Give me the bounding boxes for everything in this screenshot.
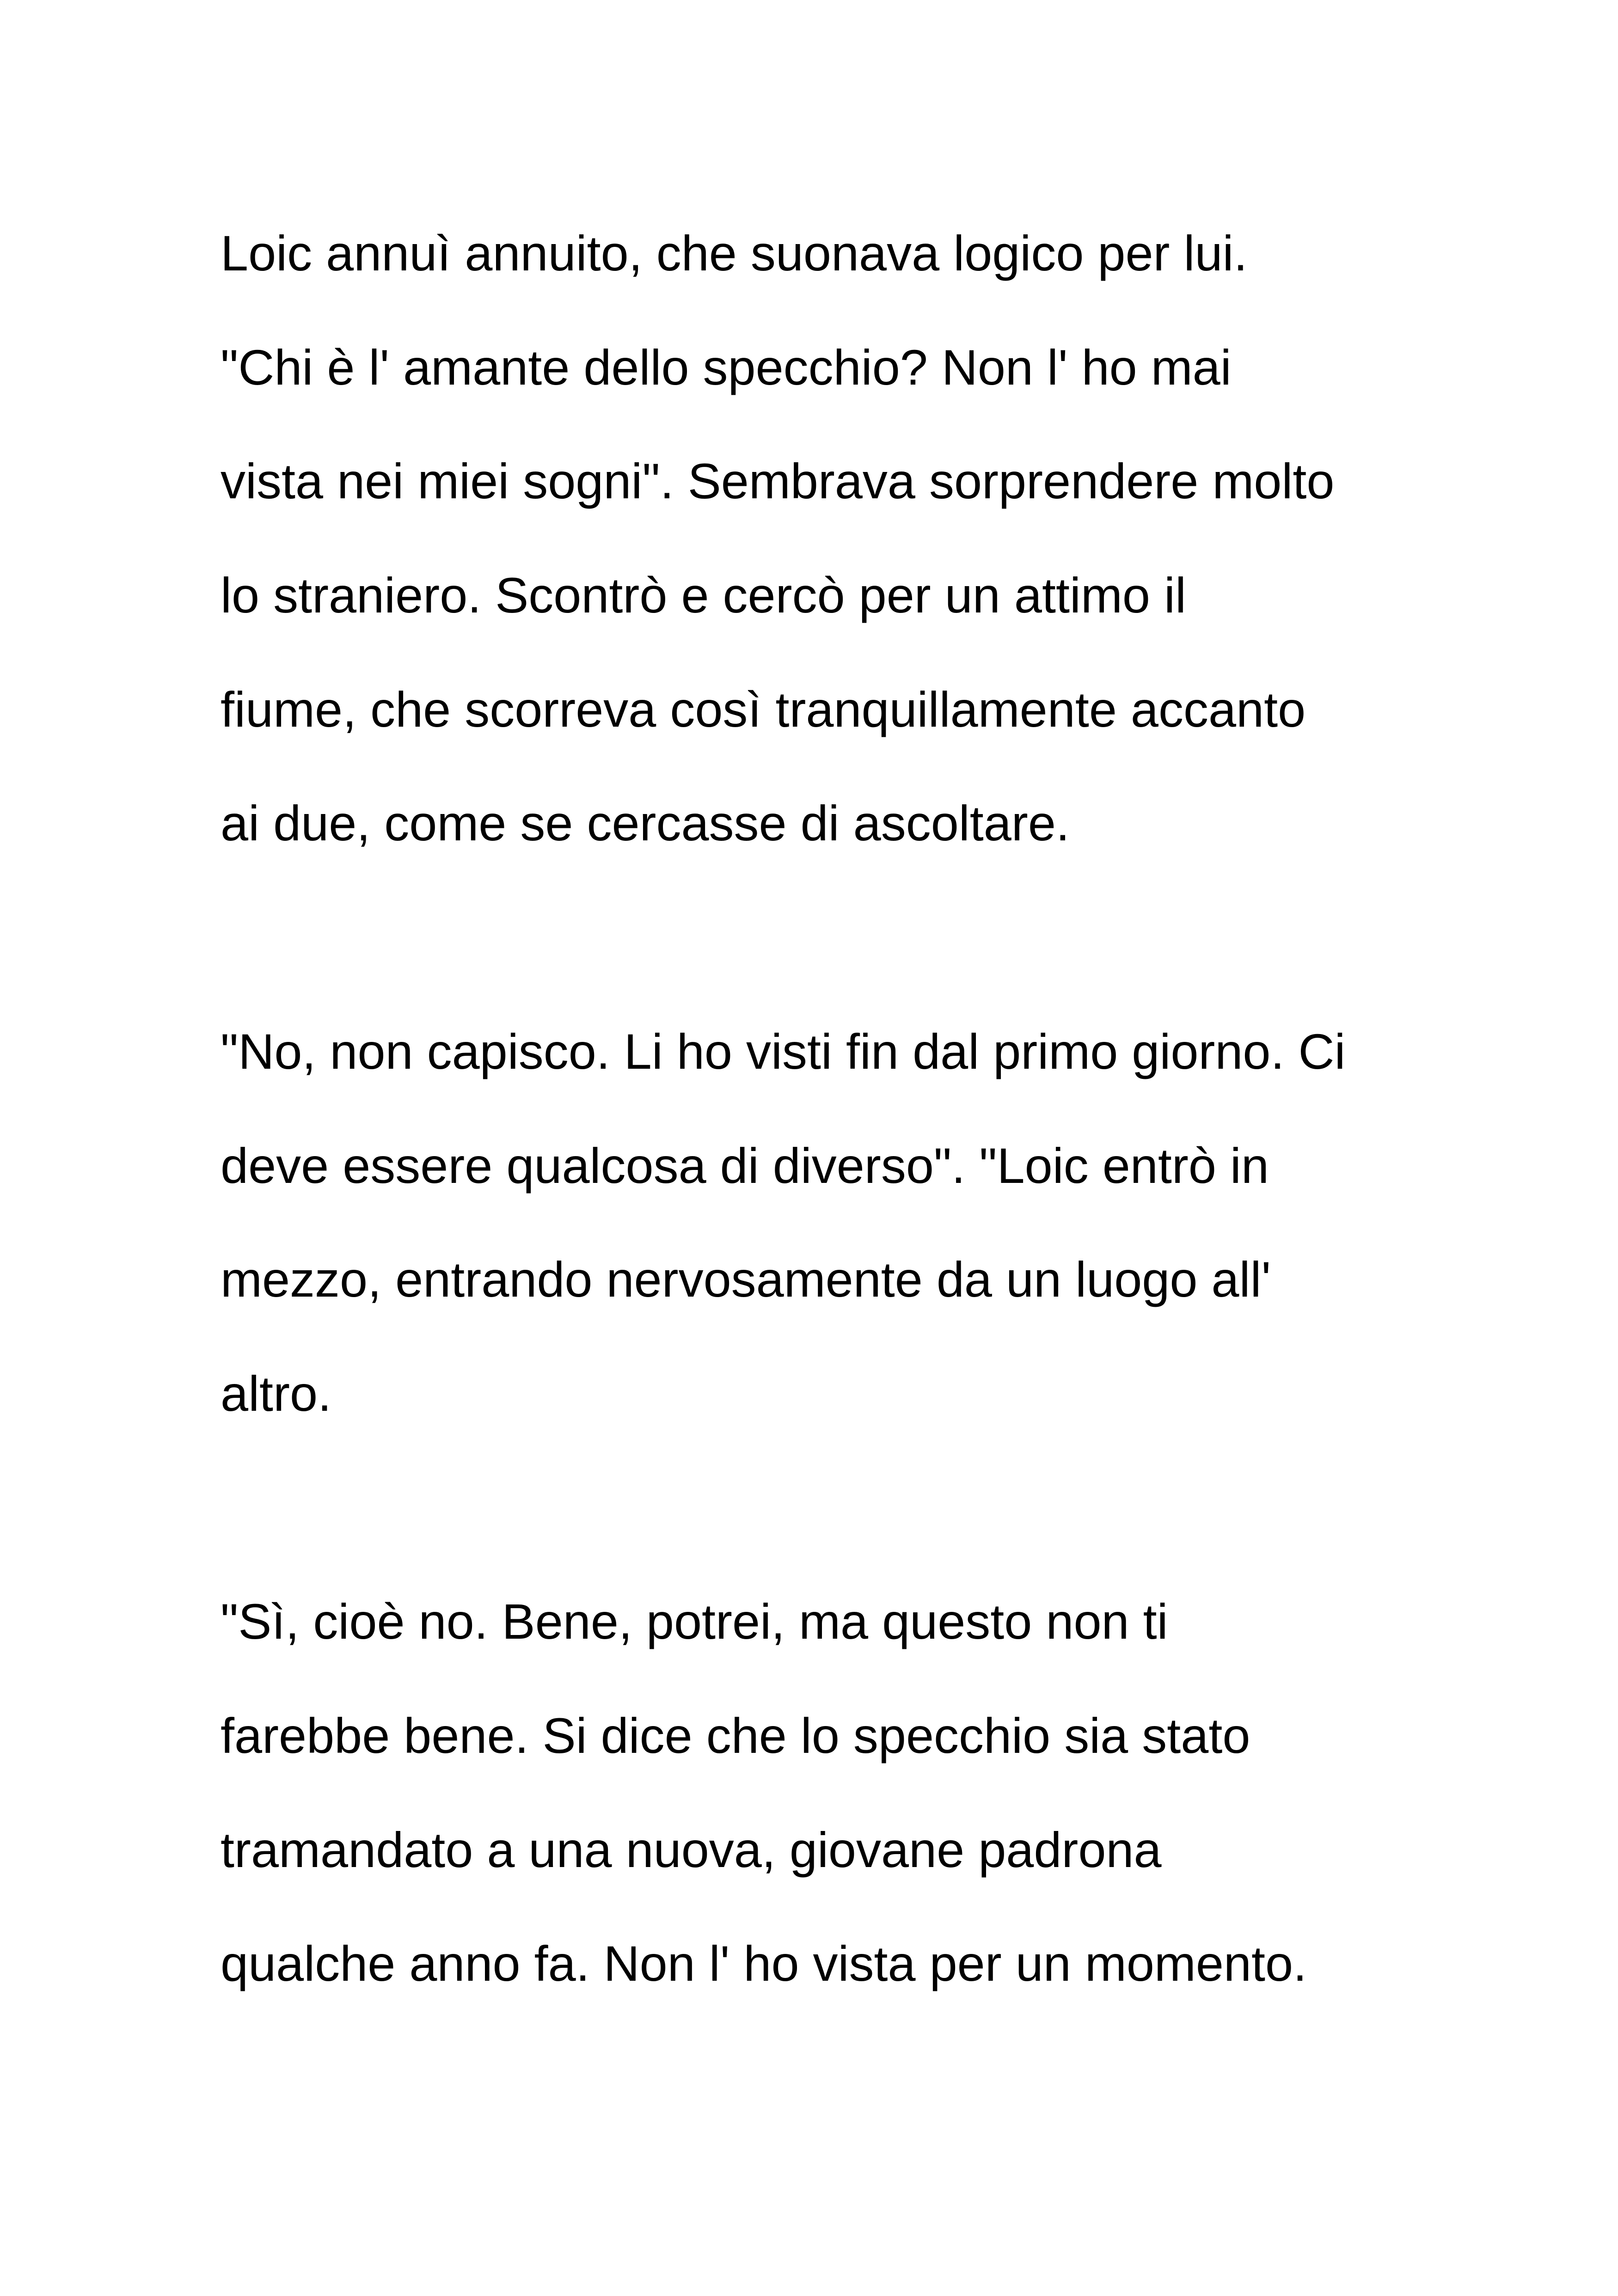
text-line: farebbe bene. Si dice che lo specchio sia stato — [221, 1707, 1250, 1763]
body-text — [221, 196, 1515, 2021]
text-line: "Chi è l' amante dello specchio? Non l' ho mai — [221, 339, 1232, 395]
text-line: qualche anno fa. Non l' ho vista per un momento. — [221, 1935, 1307, 1992]
paragraph-2 — [221, 995, 1515, 1451]
text-line: vista nei miei sogni". Sembrava sorprendere molto — [221, 453, 1335, 509]
text-line: deve essere qualcosa di diverso". "Loic entrò in — [221, 1137, 1269, 1194]
text-line: ai due, come se cercasse di ascoltare. — [221, 795, 1070, 851]
text-line: tramandato a una nuova, giovane padrona — [221, 1821, 1162, 1878]
text-line: "No, non capisco. Li ho visti fin dal primo giorno. Ci — [221, 1023, 1346, 1079]
text-line: altro. — [221, 1365, 332, 1421]
text-line: fiume, che scorreva così tranquillamente accanto — [221, 681, 1306, 737]
text-line: mezzo, entrando nervosamente da un luogo all' — [221, 1251, 1271, 1308]
text-line: Loic annuì annuito, che suonava logico per lui. — [221, 225, 1248, 281]
text-line: "Sì, cioè no. Bene, potrei, ma questo non ti — [221, 1593, 1168, 1650]
paragraph-1 — [221, 196, 1515, 881]
text-line: lo straniero. Scontrò e cercò per un attimo il — [221, 567, 1186, 624]
paragraph-3 — [221, 1565, 1515, 2021]
